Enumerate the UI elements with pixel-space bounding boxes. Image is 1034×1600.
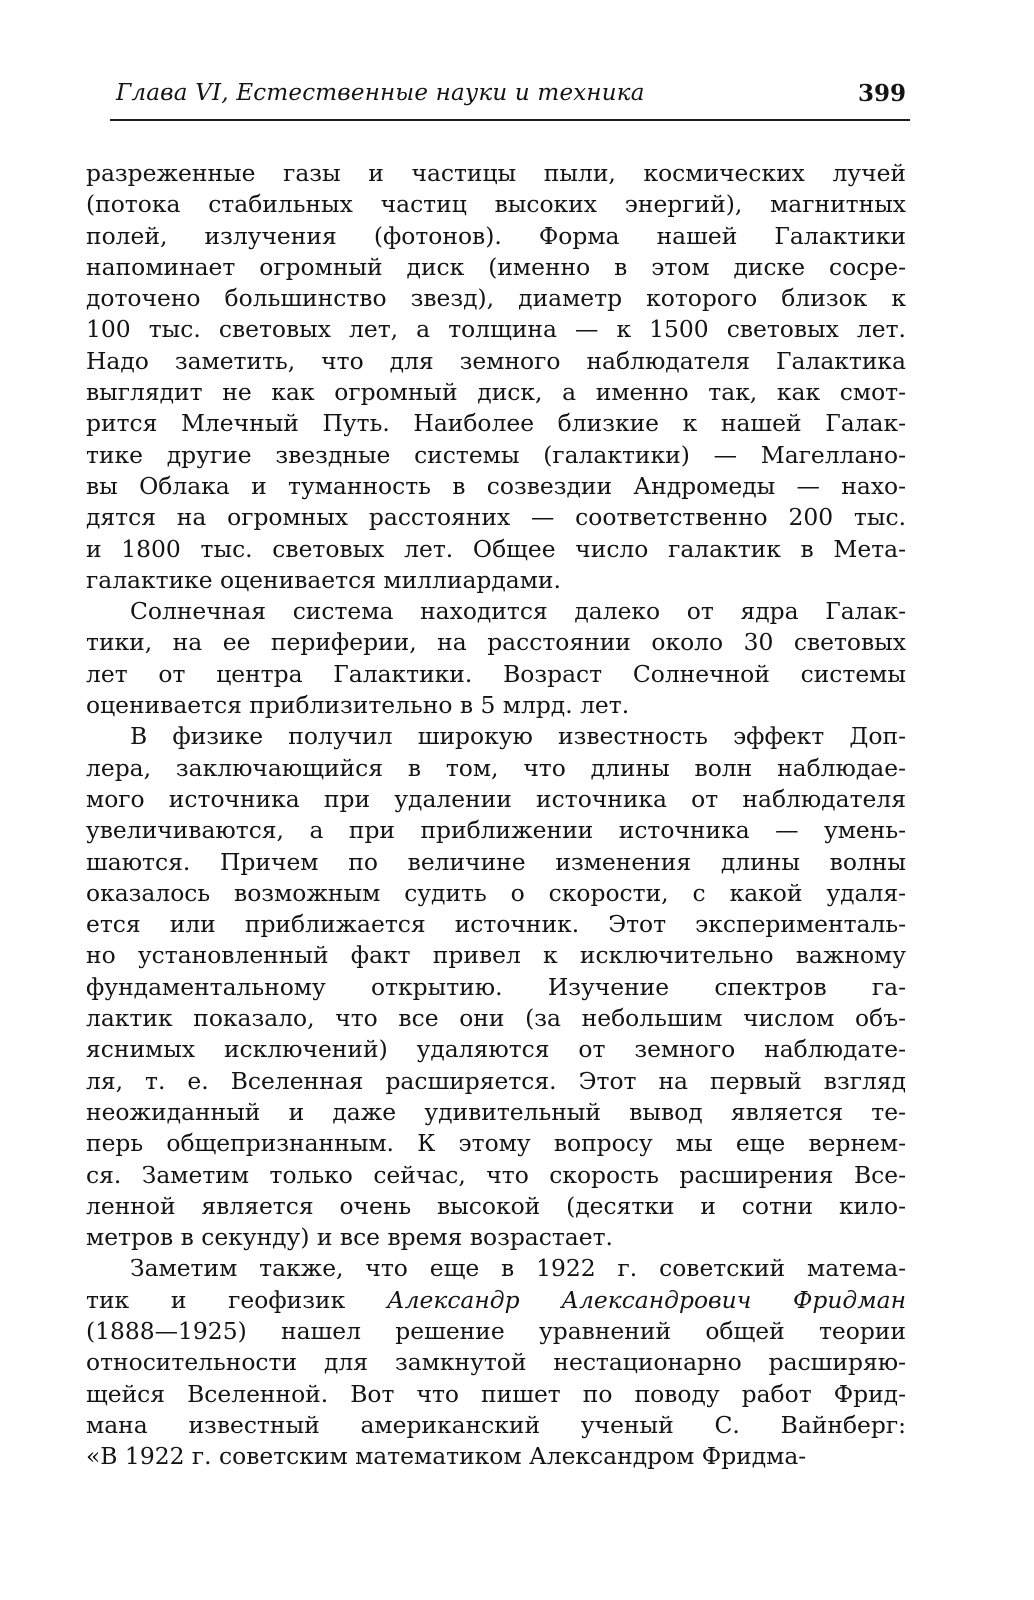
text-line: тик и геофизик Александр Александрович Фридман: [86, 1285, 906, 1314]
text-line: оказалось возможным судить о скорости, с какой удаля-: [86, 878, 906, 907]
text-line: В физике получил широкую известность эффект Доп-: [130, 722, 906, 751]
text-line: фундаментальному открытию. Изучение спектров га-: [86, 972, 906, 1001]
text-line: Солнечная система находится далеко от ядра Галак-: [130, 597, 906, 626]
text-line: (1888—1925) нашел решение уравнений общей теории: [86, 1316, 906, 1345]
text-line: Надо заметить, что для земного наблюдателя Галактика: [86, 346, 906, 375]
text-line: разреженные газы и частицы пыли, космических лучей: [86, 159, 906, 187]
paragraph: [86, 1253, 906, 1472]
text-line: галактике оценивается миллиардами.: [86, 565, 561, 594]
text-line: относительности для замкнутой нестационарно расширяю-: [86, 1348, 906, 1377]
text-line: неожиданный и даже удивительный вывод является те-: [86, 1097, 906, 1126]
paragraph: [86, 596, 906, 721]
text-line: выглядит не как огромный диск, а именно так, как смот-: [86, 378, 906, 407]
text-line: «В 1922 г. советским математиком Александром Фридма-: [86, 1442, 807, 1471]
text-line: тики, на ее периферии, на расстоянии около 30 световых: [86, 628, 906, 657]
text-line: ется или приближается источник. Этот эксперименталь-: [86, 910, 906, 939]
text-line: напоминает огромный диск (именно в этом диске сосре-: [86, 252, 906, 281]
text-line: Заметим также, что еще в 1922 г. советский матема-: [130, 1254, 906, 1283]
text-line: щейся Вселенной. Вот что пишет по поводу работ Фрид-: [86, 1379, 906, 1408]
paragraph: [86, 158, 906, 596]
text-line: ленной является очень высокой (десятки и сотни кило-: [86, 1191, 906, 1220]
text-line: шаются. Причем по величине изменения длины волны: [86, 847, 906, 876]
page-header: [116, 80, 906, 116]
text-line: мого источника при удалении источника от наблюдателя: [86, 784, 906, 813]
text-line: ся. Заметим только сейчас, что скорость расширения Все-: [86, 1160, 906, 1189]
text-line: (потока стабильных частиц высоких энергий), магнитных: [86, 190, 906, 219]
paragraph: [86, 721, 906, 1253]
text-line: лактик показало, что все они (за небольшим числом объ-: [86, 1004, 906, 1033]
text-line: лера, заключающийся в том, что длины волн наблюдае-: [86, 753, 906, 782]
text-line: рится Млечный Путь. Наиболее близкие к нашей Галак-: [86, 409, 906, 438]
text-line: метров в секунду) и все время возрастает.: [86, 1223, 613, 1252]
text-line: ля, т. е. Вселенная расширяется. Этот на первый взгляд: [86, 1066, 906, 1095]
text-line: увеличиваются, а при приближении источника — умень-: [86, 816, 906, 845]
text-line: перь общепризнанным. К этому вопросу мы еще вернем-: [86, 1129, 906, 1158]
text-line: дятся на огромных расстояних — соответственно 200 тыс.: [86, 503, 906, 532]
text-line: но установленный факт привел к исключительно важному: [86, 941, 906, 970]
text-line: яснимых исключений) удаляются от земного наблюдате-: [86, 1035, 906, 1064]
text-line: вы Облака и туманность в созвездии Андромеды — нахо-: [86, 471, 906, 500]
text-line: полей, излучения (фотонов). Форма нашей Галактики: [86, 221, 906, 250]
text-line: лет от центра Галактики. Возраст Солнечной системы: [86, 659, 906, 688]
text-line: тике другие звездные системы (галактики) — Магелланo-: [86, 440, 906, 469]
text-line: доточено большинство звезд), диаметр которого близок к: [86, 284, 906, 313]
page-number: 399: [857, 80, 906, 107]
body-text: [86, 158, 906, 1472]
text-line: 100 тыс. световых лет, а толщина — к 1500 световых лет.: [86, 315, 906, 344]
running-title: Глава VI, Естественные науки и техника: [116, 80, 645, 106]
text-line: оценивается приблизительно в 5 млрд. лет.: [86, 691, 630, 720]
text-line: и 1800 тыс. световых лет. Общее число галактик в Мета-: [86, 534, 906, 563]
header-rule: [110, 119, 910, 121]
text-line: мана известный американский ученый С. Вайнберг:: [86, 1410, 906, 1439]
